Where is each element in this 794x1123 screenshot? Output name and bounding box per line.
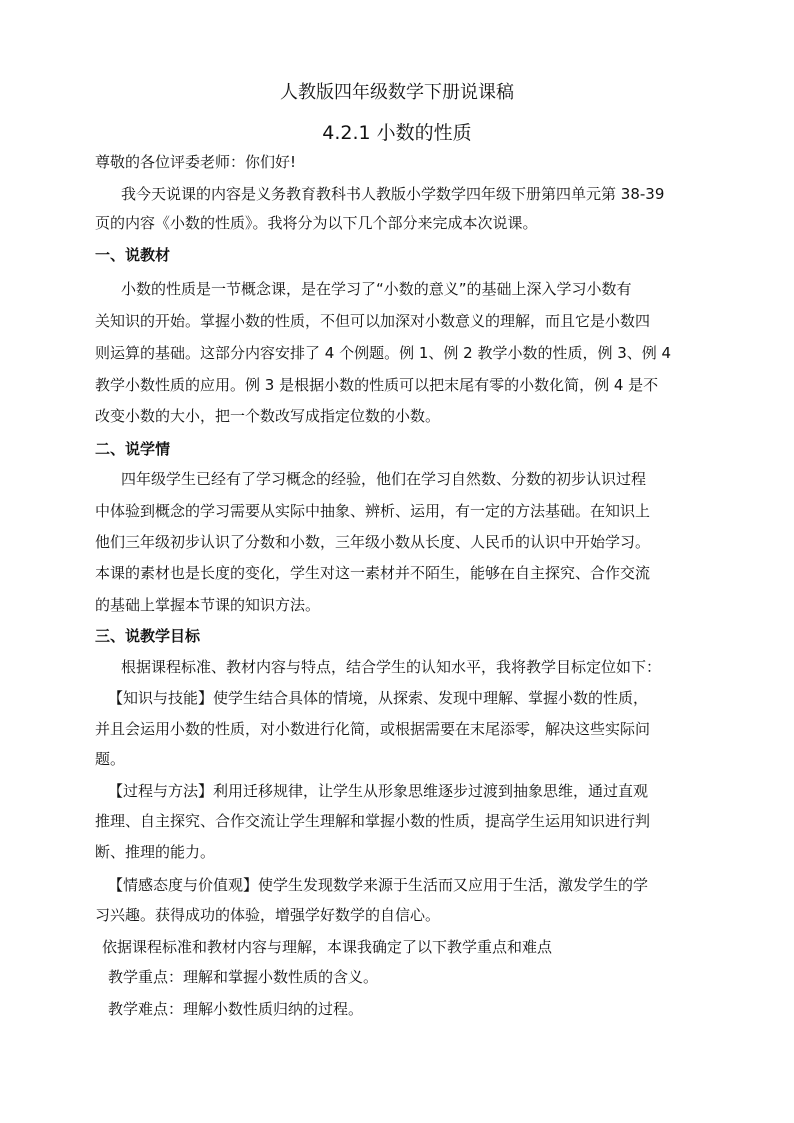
section-heading: 二、说学情 [95, 440, 171, 458]
paragraph-line: 【知识与技能】使学生结合具体的情境，从探索、发现中理解、掌握小数的性质， [108, 689, 649, 707]
paragraph-line: 四年级学生已经有了学习概念的经验，他们在学习自然数、分数的初步认识过程 [121, 470, 647, 488]
document-subtitle: 4.2.1 小数的性质 [322, 122, 472, 144]
paragraph-line: 他们三年级初步认识了分数和小数，三年级小数从长度、人民币的认识中开始学习。 [95, 533, 651, 551]
paragraph-line: 改变小数的大小，把一个数改写成指定位数的小数。 [95, 407, 441, 425]
paragraph-line: 中体验到概念的学习需要从实际中抽象、辨析、运用，有一定的方法基础。在知识上 [95, 502, 651, 520]
greeting: 尊敬的各位评委老师：你们好! [95, 153, 297, 171]
document-title: 人教版四年级数学下册说课稿 [280, 82, 514, 103]
paragraph-line: 【过程与方法】利用迁移规律，让学生从形象思维逐步过渡到抽象思维，通过直观 [108, 782, 649, 800]
intro-line: 页的内容《小数的性质》。我将分为以下几个部分来完成本次说课。 [95, 214, 538, 232]
paragraph-line: 【情感态度与价值观】使学生发现数学来源于生活而又应用于生活，激发学生的学 [108, 876, 649, 894]
intro-line: 我今天说课的内容是义务教育教科书人教版小学数学四年级下册第四单元第 38-39 [121, 185, 665, 203]
section-heading: 一、说教材 [95, 246, 171, 264]
paragraph-line: 的基础上掌握本节课的知识方法。 [95, 596, 321, 614]
paragraph-line: 推理、自主探究、合作交流让学生理解和掌握小数的性质，提高学生运用知识进行判 [95, 812, 651, 830]
paragraph-line: 关知识的开始。掌握小数的性质，不但可以加深对小数意义的理解，而且它是小数四 [95, 312, 651, 330]
paragraph-line: 并且会运用小数的性质，对小数进行化简，或根据需要在末尾添零，解决这些实际问 [95, 720, 651, 738]
paragraph-line: 教学小数性质的应用。例 3 是根据小数的性质可以把末尾有零的小数化简，例 4 是不 [95, 376, 659, 394]
paragraph-line: 根据课程标准、教材内容与特点，结合学生的认知水平，我将教学目标定位如下： [121, 658, 662, 676]
paragraph-line: 小数的性质是一节概念课，是在学习了“小数的意义”的基础上深入学习小数有 [121, 280, 632, 298]
paragraph-line: 教学重点：理解和掌握小数性质的含义。 [108, 968, 379, 986]
paragraph-line: 教学难点：理解小数性质归纳的过程。 [108, 1000, 364, 1018]
paragraph-line: 断、推理的能力。 [95, 843, 216, 861]
paragraph-line: 则运算的基础。这部分内容安排了 4 个例题。例 1、例 2 教学小数的性质，例 3、例 4 [95, 344, 672, 362]
section-heading: 三、说教学目标 [95, 627, 201, 645]
paragraph-line: 习兴趣。获得成功的体验，增强学好数学的自信心。 [95, 906, 441, 924]
paragraph-line: 题。 [95, 750, 126, 768]
paragraph-line: 依据课程标准和教材内容与理解，本课我确定了以下教学重点和难点 [102, 938, 553, 956]
paragraph-line: 本课的素材也是长度的变化，学生对这一素材并不陌生，能够在自主探究、合作交流 [95, 564, 651, 582]
